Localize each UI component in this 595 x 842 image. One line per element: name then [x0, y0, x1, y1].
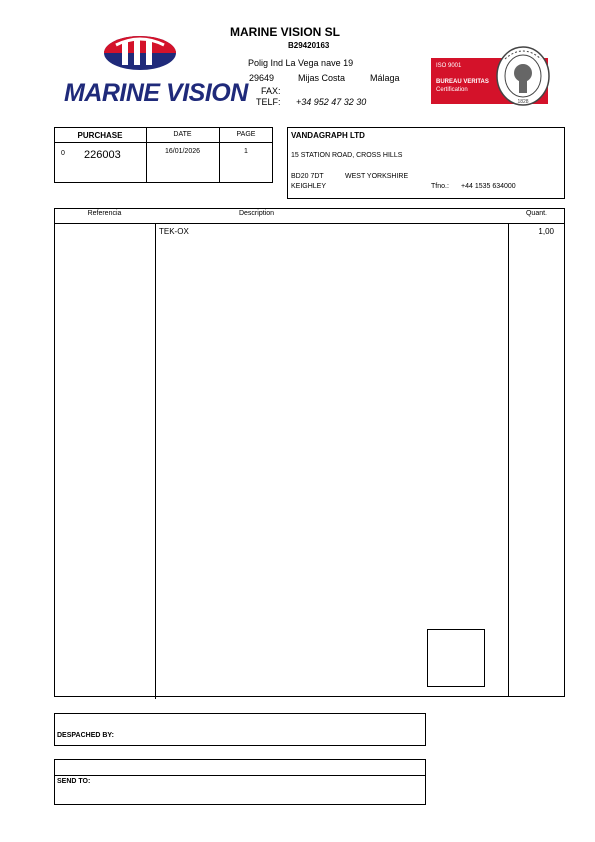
- marine-vision-logo: [62, 33, 248, 107]
- supplier-phone-label: Tfno.:: [431, 183, 449, 190]
- company-address: Polig Ind La Vega nave 19: [248, 58, 354, 68]
- supplier-region: WEST YORKSHIRE: [345, 173, 409, 180]
- stamp-box: [427, 629, 485, 687]
- date-header-label: DATE: [173, 131, 192, 138]
- purchase-page: 1: [244, 148, 248, 155]
- despatched-label: DESPACHED BY:: [57, 732, 114, 739]
- supplier-postcode: BD20 7DT: [291, 173, 324, 180]
- supplier-address: 15 STATION ROAD, CROSS HILLS: [291, 152, 403, 159]
- items-table: [54, 208, 565, 697]
- bureau-veritas-seal: [495, 45, 551, 107]
- supplier-name: VANDAGRAPH LTD: [291, 131, 365, 140]
- supplier-town: KEIGHLEY: [291, 183, 327, 190]
- company-phone: +34 952 47 32 30: [296, 97, 367, 107]
- items-col-divider-1: [155, 223, 156, 699]
- purchase-number: 226003: [84, 149, 121, 161]
- header-quantity: Quant.: [525, 210, 547, 217]
- purchase-prefix: 0: [61, 150, 65, 157]
- logo-wordmark: MARINE VISION: [64, 79, 248, 107]
- purchase-header-label: PURCHASE: [77, 131, 123, 140]
- cert-standard: ISO 9001: [436, 63, 462, 69]
- cert-body: BUREAU VERITAS: [436, 79, 489, 85]
- items-col-divider-2: [508, 223, 509, 697]
- phone-label: TELF:: [256, 97, 281, 107]
- send-to-divider: [54, 775, 426, 776]
- header-description: Description: [238, 210, 274, 217]
- row-description: TEK-OX: [159, 227, 189, 236]
- purchase-header-divider: [54, 142, 273, 143]
- company-tax-id: B29420163: [288, 41, 330, 50]
- seal-year: 1828: [517, 99, 529, 105]
- despatched-box: [54, 713, 426, 746]
- send-to-label: SEND TO:: [57, 778, 91, 785]
- supplier-phone: +44 1535 634000: [461, 183, 516, 190]
- company-postcode: 29649: [249, 73, 275, 83]
- cert-status: Certification: [436, 87, 468, 93]
- company-province: Málaga: [370, 73, 400, 83]
- send-to-box: [54, 759, 426, 805]
- items-header-divider: [54, 223, 565, 224]
- fax-label: FAX:: [261, 86, 281, 96]
- header-reference: Referencia: [87, 210, 122, 217]
- company-name: MARINE VISION SL: [230, 25, 341, 39]
- page-header-label: PAGE: [236, 131, 256, 138]
- purchase-date: 16/01/2026: [164, 148, 201, 155]
- company-city: Mijas Costa: [298, 73, 346, 83]
- row-quantity: 1,00: [538, 227, 554, 236]
